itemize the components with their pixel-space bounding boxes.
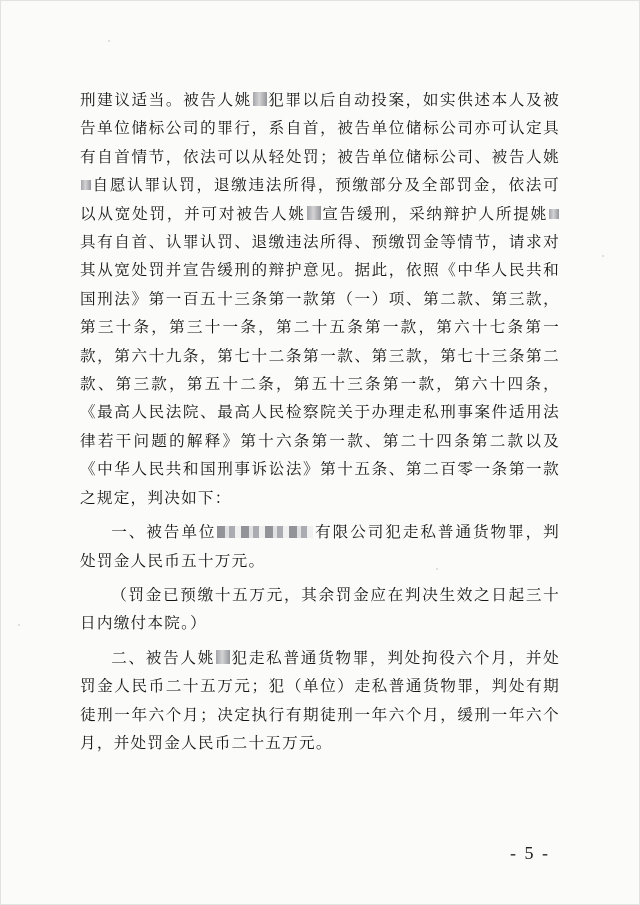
paragraph-fine-note — [80, 581, 560, 638]
reasoning-text-5: 具有自首、认罪认罚、退缴违法所得、预缴罚金等情节，请求对其从宽处罚并宣告缓刑的辩护意见。据此，依照《中华人民共和国刑法》第一百五十三条第一款第（一）项、第二款、第三款，第三十条，第三十一条，第二十五条第一款，第六十七条第一款，第六十九条，第七十二条第一款、第三款，第七十三条第二款、第三款，第五十二条，第五十三条第一款，第六十四条，《最高人民法院、最高人民检察院关于办理走私刑事案件适用法律若干问题的解释》第十六条第一款、第二十四条第二款以及《中华人民共和国刑事诉讼法》第十五条、第二百零一条第一款之规定，判决如下： — [80, 233, 560, 507]
redacted-company-name — [217, 526, 313, 538]
page-number: - 5 - — [510, 843, 550, 863]
scan-speck — [602, 255, 604, 257]
judgment-two-prefix: 二、被告人姚 — [111, 648, 216, 667]
judgment-one-prefix: 一、被告单位 — [111, 523, 217, 542]
document-body — [80, 86, 560, 757]
redacted-name — [253, 92, 267, 106]
paragraph-judgment-one — [80, 518, 560, 575]
reasoning-text-1: 刑建议适当。被告人姚 — [80, 91, 252, 109]
judgment-one-text: 有限公司犯走私普通货物罪，判处罚金人民币五十万元。 — [80, 523, 560, 570]
judgment-two-text: 犯走私普通货物罪，判处拘役六个月，并处罚金人民币二十五万元；犯（单位）走私普通货物罪，判处有期徒刑一年六个月；决定执行有期徒刑一年六个月，缓刑一年六个月，并处罚金人民币二十五万元。 — [80, 648, 560, 752]
reasoning-text-3: 自愿认罪认罚，退缴违法所得，预缴部分及全部罚金，依法可以从宽处罚，并可对被告人姚 — [80, 176, 560, 223]
redacted-name — [549, 209, 559, 219]
redacted-name — [307, 206, 321, 220]
paragraph-reasoning — [80, 86, 560, 512]
reasoning-text-4: 宣告缓刑，采纳辩护人所提姚 — [321, 204, 548, 223]
fine-note-text: （罚金已预缴十五万元，其余罚金应在判决生效之日起三十日内缴付本院。） — [80, 585, 560, 633]
redacted-name — [81, 180, 91, 190]
scan-speck — [108, 40, 110, 42]
paragraph-judgment-two — [80, 644, 560, 758]
scan-speck — [18, 624, 20, 626]
reasoning-text-2: 犯罪以后自动投案，如实供述本人及被告单位储标公司的罪行，系自首，被告单位储标公司亦可认定具有自首情节，依法可以从轻处罚；被告单位储标公司、被告人姚 — [80, 91, 560, 166]
redacted-name — [216, 650, 230, 664]
scan-speck — [436, 568, 438, 570]
